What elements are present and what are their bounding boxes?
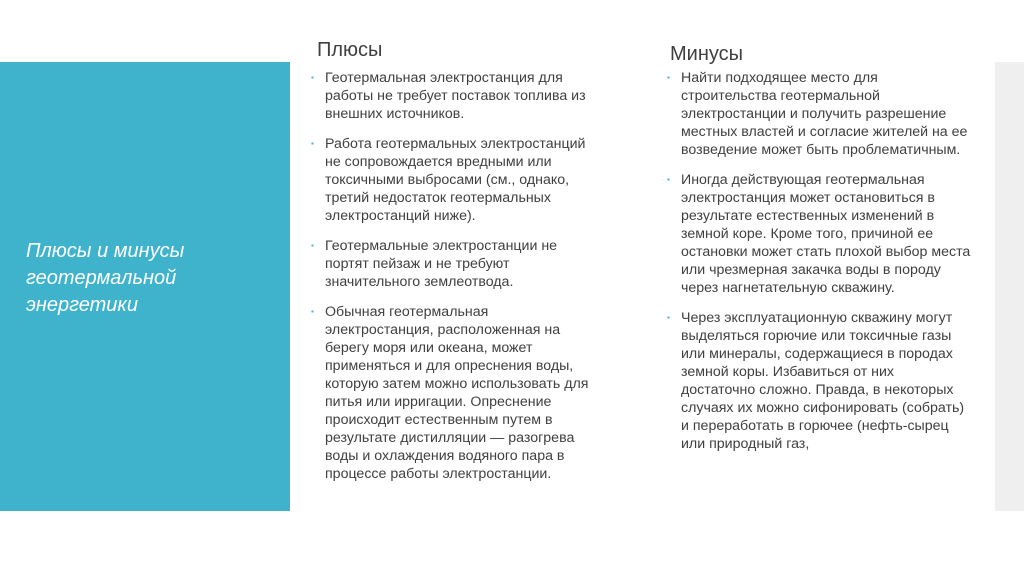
cons-list [666, 69, 971, 465]
cons-list-item [666, 309, 971, 453]
right-edge-strip [995, 62, 1024, 511]
cons-item-text: Иногда действующая геотермальная электростанция может остановиться в результате естественных изменений в земной коре. Кроме того, причиной ее остановки может стать плохой выбор места или чрезмерная закачка воды в породу через нагнетательную скважину. [681, 172, 971, 296]
cons-list-item [666, 69, 971, 159]
cons-item-text: Найти подходящее место для строительства геотермальной электростанции и получить разрешение местных властей и согласие жителей на ее возведение может быть проблематичным. [681, 70, 968, 158]
bullet-icon: ▪ [311, 307, 314, 316]
pros-list-item [310, 135, 595, 225]
slide-title: Плюсы и минусы геотермальной энергетики [26, 240, 185, 316]
pros-item-text: Обычная геотермальная электростанция, расположенная на берегу моря или океана, может применяться и для опреснения воды, которую затем можно использовать для питья или ирригации. Опреснение происходит естественным путем в результате дистилляции — разогрева воды и охлаждения водяного пара в процессе работы электростанции. [325, 304, 589, 482]
pros-list-item [310, 303, 595, 483]
pros-list-item [310, 69, 595, 123]
bullet-icon: ▪ [311, 73, 314, 82]
pros-item-text: Геотермальная электростанция для работы не требует поставок топлива из внешних источников. [325, 70, 586, 122]
bullet-icon: ▪ [667, 73, 670, 82]
pros-item-text: Работа геотермальных электростанций не сопровождается вредными или токсичными выбросами (см., однако, третий недостаток геотермальных электростанций ниже). [325, 136, 586, 224]
bullet-icon: ▪ [667, 175, 670, 184]
cons-heading: Минусы [670, 43, 744, 65]
pros-list [310, 69, 595, 495]
pros-list-item [310, 237, 595, 291]
cons-item-text: Через эксплуатационную скважину могут выделяться горючие или токсичные газы или минералы, содержащиеся в породах земной коры. Избавиться от них достаточно сложно. Правда, в некоторых случаях их можно сифонировать (собрать) и переработать в горючее (нефть-сырец или природный газ, [681, 310, 965, 452]
cons-list-item [666, 171, 971, 297]
pros-item-text: Геотермальные электростанции не портят пейзаж и не требуют значительного землеотвода. [325, 238, 558, 290]
title-panel [0, 62, 290, 511]
bullet-icon: ▪ [667, 313, 670, 322]
pros-heading: Плюсы [317, 39, 383, 61]
bullet-icon: ▪ [311, 241, 314, 250]
bullet-icon: ▪ [311, 139, 314, 148]
